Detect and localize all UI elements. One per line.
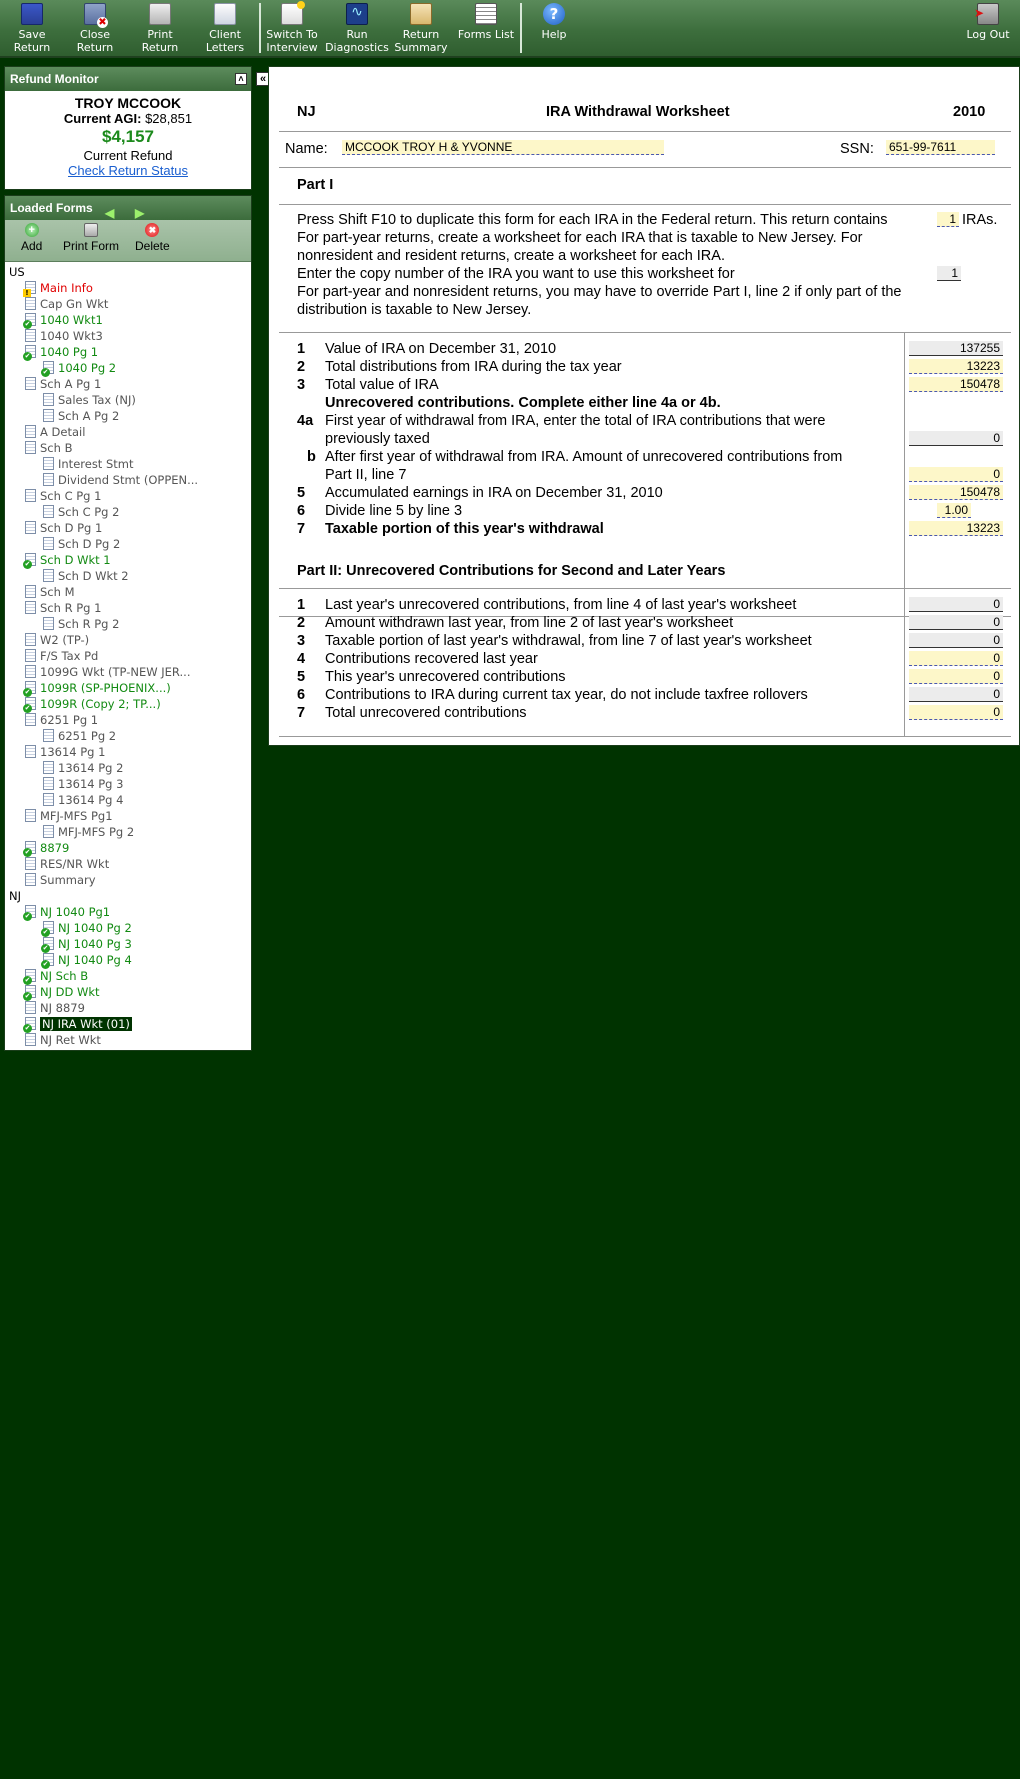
tree-item-label: Sch A Pg 2 bbox=[58, 409, 120, 423]
form-document-icon bbox=[25, 665, 36, 678]
form-document-icon bbox=[25, 713, 36, 726]
form-document-icon bbox=[25, 649, 36, 662]
line-text: Contributions to IRA during current tax year, do not include taxfree rollovers bbox=[325, 687, 808, 703]
form-document-icon bbox=[25, 441, 36, 454]
line-value-field[interactable]: 0 bbox=[909, 687, 1003, 702]
form-complete-icon bbox=[25, 681, 36, 694]
tree-item-label: 1040 Wkt3 bbox=[40, 329, 103, 343]
form-document-icon bbox=[43, 393, 54, 406]
close-return-button[interactable]: ✖ Close Return bbox=[63, 2, 127, 56]
refund-monitor-panel bbox=[4, 66, 252, 190]
tree-item-label: Dividend Stmt (OPPEN... bbox=[58, 473, 199, 487]
tree-item-label: 13614 Pg 1 bbox=[40, 745, 106, 759]
refund-label: Current Refund bbox=[83, 148, 173, 163]
loaded-forms-header: Loaded Forms ◀ ▶ bbox=[5, 196, 251, 220]
form-document-icon bbox=[25, 329, 36, 342]
save-return-button[interactable]: Save Return bbox=[0, 2, 64, 56]
tree-item[interactable] bbox=[9, 488, 251, 504]
tree-item[interactable] bbox=[9, 312, 251, 328]
tree-item[interactable] bbox=[9, 824, 251, 840]
tree-item-label: 13614 Pg 2 bbox=[58, 761, 124, 775]
line-number: 7 bbox=[297, 521, 306, 537]
tree-item[interactable] bbox=[9, 616, 251, 632]
tree-item-label: 1040 Pg 2 bbox=[58, 361, 117, 375]
line-value-field[interactable]: 0 bbox=[909, 633, 1003, 648]
tree-item-label: NJ 8879 bbox=[40, 1001, 85, 1015]
form-document-icon bbox=[25, 857, 36, 870]
tree-item[interactable] bbox=[9, 360, 251, 376]
diagnostics-icon bbox=[346, 3, 368, 25]
tree-item-label: NJ 1040 Pg 3 bbox=[58, 937, 132, 951]
name-field[interactable]: MCCOOK TROY H & YVONNE bbox=[342, 140, 664, 155]
line-text: Part II, line 7 bbox=[325, 467, 407, 483]
refund-amount: $4,157 bbox=[102, 127, 154, 146]
add-icon: + bbox=[25, 223, 39, 237]
forms-list-button[interactable]: Forms List bbox=[454, 2, 518, 56]
intro-text: For part-year returns, create a worksheet for each IRA that is taxable to New Jersey. For bbox=[297, 230, 863, 246]
divider bbox=[279, 588, 1011, 589]
intro-text: Enter the copy number of the IRA you want to use this worksheet for bbox=[297, 266, 735, 282]
printer-icon bbox=[149, 3, 171, 25]
line-number: 2 bbox=[297, 359, 306, 375]
add-form-button[interactable]: + Add bbox=[21, 224, 43, 253]
tree-item[interactable] bbox=[9, 280, 251, 296]
line-text: First year of withdrawal from IRA, enter the total of IRA contributions that were bbox=[325, 413, 826, 429]
ira-count-field[interactable]: 1 bbox=[937, 212, 959, 227]
tree-item[interactable] bbox=[9, 632, 251, 648]
divider bbox=[279, 131, 1011, 132]
line-text: previously taxed bbox=[325, 431, 430, 447]
tree-item[interactable] bbox=[9, 872, 251, 888]
tree-item-label: F/S Tax Pd bbox=[40, 649, 99, 663]
tree-item[interactable] bbox=[9, 1032, 251, 1048]
form-complete-icon bbox=[43, 953, 54, 966]
tree-item-label: Sales Tax (NJ) bbox=[58, 393, 136, 407]
tree-item[interactable] bbox=[9, 744, 251, 760]
form-document-icon bbox=[43, 793, 54, 806]
tree-item[interactable] bbox=[9, 776, 251, 792]
refund-monitor-header: Refund Monitor ˄ bbox=[5, 67, 251, 91]
line-text: Amount withdrawn last year, from line 2 of last year's worksheet bbox=[325, 615, 734, 631]
tree-item[interactable] bbox=[9, 728, 251, 744]
tree-item-label: Sch C Pg 2 bbox=[58, 505, 120, 519]
line-number: 3 bbox=[297, 377, 306, 393]
tree-item[interactable] bbox=[9, 568, 251, 584]
form-document-icon bbox=[25, 297, 36, 310]
intro-text: Press Shift F10 to duplicate this form for each IRA in the Federal return. This return contains bbox=[297, 212, 888, 228]
form-complete-icon bbox=[25, 1017, 36, 1030]
column-divider bbox=[904, 332, 905, 616]
return-summary-button[interactable]: Return Summary bbox=[389, 2, 453, 56]
line-value-field[interactable]: 0 bbox=[909, 705, 1003, 720]
run-diagnostics-button[interactable]: ∿ Run Diagnostics bbox=[325, 2, 389, 56]
tree-item-label: 13614 Pg 4 bbox=[58, 793, 124, 807]
tree-item-label: NJ 1040 Pg 4 bbox=[58, 953, 132, 967]
tree-item[interactable] bbox=[9, 344, 251, 360]
form-document-icon bbox=[43, 617, 54, 630]
tree-item-label: Summary bbox=[40, 873, 96, 887]
form-document-icon bbox=[43, 473, 54, 486]
tree-item-label: 1099R (Copy 2; TP...) bbox=[40, 697, 161, 711]
help-icon: ? bbox=[543, 3, 565, 25]
tree-item-label: 13614 Pg 3 bbox=[58, 777, 124, 791]
tree-item[interactable] bbox=[9, 520, 251, 536]
tree-group[interactable] bbox=[9, 888, 251, 904]
log-out-button[interactable]: ➤ Log Out bbox=[956, 2, 1020, 56]
form-document-icon bbox=[43, 729, 54, 742]
line-text: Total unrecovered contributions bbox=[325, 705, 527, 721]
tree-item[interactable] bbox=[9, 392, 251, 408]
tree-item-label: RES/NR Wkt bbox=[40, 857, 110, 871]
form-document-icon bbox=[25, 745, 36, 758]
name-label: Name: bbox=[285, 141, 328, 157]
tree-item[interactable] bbox=[9, 584, 251, 600]
tree-item-label: Sch D Wkt 1 bbox=[40, 553, 111, 567]
tree-item-label: W2 (TP-) bbox=[40, 633, 90, 647]
form-complete-icon bbox=[25, 313, 36, 326]
tree-item-label: NJ DD Wkt bbox=[40, 985, 100, 999]
print-return-button[interactable]: Print Return bbox=[128, 2, 192, 56]
line-number: b bbox=[307, 449, 316, 465]
client-letters-button[interactable]: Client Letters bbox=[193, 2, 257, 56]
tree-item-label: Interest Stmt bbox=[58, 457, 134, 471]
log-out-icon bbox=[977, 3, 999, 25]
line-value-field[interactable]: 0 bbox=[909, 651, 1003, 666]
tree-item[interactable] bbox=[9, 376, 251, 392]
tree-item[interactable] bbox=[9, 904, 251, 920]
line-number: 4 bbox=[297, 651, 306, 667]
current-agi: Current AGI: $28,851 bbox=[63, 111, 193, 126]
tree-item-label: Main Info bbox=[40, 281, 93, 295]
tree-item-label: 1099G Wkt (TP-NEW JER... bbox=[40, 665, 191, 679]
line-value-field[interactable]: 13223 bbox=[909, 521, 1003, 536]
form-document-icon bbox=[43, 537, 54, 550]
delete-icon: ✖ bbox=[145, 223, 159, 237]
close-return-icon bbox=[84, 3, 106, 25]
line-number: 7 bbox=[297, 705, 306, 721]
tree-item-label: Sch D Wkt 2 bbox=[58, 569, 129, 583]
form-document-icon bbox=[25, 601, 36, 614]
form-document-icon bbox=[25, 1033, 36, 1046]
form-document-icon bbox=[25, 521, 36, 534]
forms-list-icon bbox=[475, 3, 497, 25]
tree-item[interactable] bbox=[9, 648, 251, 664]
line-value-field[interactable]: 150478 bbox=[909, 485, 1003, 500]
line-value-field[interactable]: 137255 bbox=[909, 341, 1003, 356]
tree-item[interactable] bbox=[9, 680, 251, 696]
tree-item[interactable] bbox=[9, 424, 251, 440]
line-text: Taxable portion of this year's withdrawal bbox=[325, 521, 604, 537]
line-number: 1 bbox=[297, 597, 306, 613]
clipboard-icon bbox=[410, 3, 432, 25]
line-number: 5 bbox=[297, 669, 306, 685]
form-year: 2010 bbox=[953, 104, 986, 120]
form-document-icon bbox=[43, 761, 54, 774]
tree-item-label: NJ bbox=[9, 889, 21, 903]
form-document-icon bbox=[25, 377, 36, 390]
tree-item[interactable] bbox=[9, 920, 251, 936]
forward-arrow-icon[interactable]: ▶ bbox=[135, 206, 145, 220]
line-text: Value of IRA on December 31, 2010 bbox=[325, 341, 557, 357]
save-icon bbox=[21, 3, 43, 25]
line-text: Last year's unrecovered contributions, from line 4 of last year's worksheet bbox=[325, 597, 797, 613]
line-number: 2 bbox=[297, 615, 306, 631]
tree-item[interactable] bbox=[9, 552, 251, 568]
tree-item[interactable] bbox=[9, 984, 251, 1000]
tree-item-label: 1040 Pg 1 bbox=[40, 345, 99, 359]
line-number: 6 bbox=[297, 687, 306, 703]
line-text: Taxable portion of last year's withdrawal, from line 7 of last year's worksheet bbox=[325, 633, 812, 649]
line-value-field[interactable]: 1.00 bbox=[937, 503, 971, 518]
divider bbox=[279, 167, 1011, 168]
divider bbox=[279, 332, 1011, 333]
form-complete-icon bbox=[25, 697, 36, 710]
tree-item[interactable] bbox=[9, 936, 251, 952]
line-number: 3 bbox=[297, 633, 306, 649]
intro-text: distribution is taxable to New Jersey. bbox=[297, 302, 532, 318]
form-document-icon bbox=[43, 505, 54, 518]
loaded-forms-panel bbox=[4, 195, 252, 1051]
tree-item-label: Sch M bbox=[40, 585, 75, 599]
envelope-icon bbox=[214, 3, 236, 25]
ssn-field[interactable]: 651-99-7611 bbox=[886, 140, 995, 155]
form-title: IRA Withdrawal Worksheet bbox=[546, 104, 730, 120]
column-divider bbox=[904, 588, 905, 736]
form-complete-icon bbox=[25, 553, 36, 566]
line-text: Accumulated earnings in IRA on December 31, 2010 bbox=[325, 485, 663, 501]
copy-number-field[interactable]: 1 bbox=[937, 266, 961, 281]
line-text: Total value of IRA bbox=[325, 377, 439, 393]
form-document-icon bbox=[25, 1001, 36, 1014]
line-number: 6 bbox=[297, 503, 306, 519]
line-number: 1 bbox=[297, 341, 306, 357]
check-return-status-link[interactable]: Check Return Status bbox=[68, 163, 188, 178]
tree-item-label: NJ Ret Wkt bbox=[40, 1033, 101, 1047]
line-text: Total distributions from IRA during the tax year bbox=[325, 359, 622, 375]
collapse-up-icon[interactable]: ˄ bbox=[235, 73, 247, 85]
line-value-field[interactable]: 0 bbox=[909, 597, 1003, 612]
tree-item[interactable] bbox=[9, 1000, 251, 1016]
loaded-forms-toolbar bbox=[5, 220, 251, 262]
tree-item[interactable] bbox=[9, 792, 251, 808]
tree-item-label: NJ 1040 Pg 2 bbox=[58, 921, 132, 935]
form-document-icon bbox=[43, 777, 54, 790]
form-document-icon bbox=[25, 809, 36, 822]
taxpayer-name: TROY MCCOOK bbox=[74, 95, 182, 111]
tree-item[interactable] bbox=[9, 440, 251, 456]
form-complete-icon bbox=[25, 841, 36, 854]
tree-item-label: Sch R Pg 1 bbox=[40, 601, 102, 615]
tree-item[interactable] bbox=[9, 408, 251, 424]
line-value-field[interactable]: 0 bbox=[909, 669, 1003, 684]
tree-item-label: US bbox=[9, 265, 25, 279]
line-text: Divide line 5 by line 3 bbox=[325, 503, 463, 519]
print-form-button[interactable]: Print Form bbox=[63, 223, 119, 253]
tree-item-label: Sch D Pg 2 bbox=[58, 537, 121, 551]
line-text: After first year of withdrawal from IRA. Amount of unrecovered contributions from bbox=[325, 449, 843, 465]
printer-icon bbox=[84, 223, 98, 237]
tree-item-label: 1040 Wkt1 bbox=[40, 313, 103, 327]
forms-tree bbox=[5, 262, 251, 1048]
tree-item-label: MFJ-MFS Pg1 bbox=[40, 809, 113, 823]
form-document-icon bbox=[25, 585, 36, 598]
tree-item-label: MFJ-MFS Pg 2 bbox=[58, 825, 135, 839]
line-value-field[interactable]: 0 bbox=[909, 615, 1003, 630]
tree-item[interactable] bbox=[9, 856, 251, 872]
refund-monitor-body bbox=[5, 91, 251, 182]
divider bbox=[279, 736, 1011, 737]
tree-item[interactable] bbox=[9, 696, 251, 712]
line-number: 4a bbox=[297, 413, 314, 429]
tree-item[interactable] bbox=[9, 840, 251, 856]
intro-text: For part-year and nonresident returns, you may have to override Part I, line 2 if only part of the bbox=[297, 284, 902, 300]
back-arrow-icon[interactable]: ◀ bbox=[105, 206, 115, 220]
form-document-icon bbox=[43, 457, 54, 470]
line-text: Unrecovered contributions. Complete either line 4a or 4b. bbox=[325, 395, 721, 411]
line-value-field[interactable]: 150478 bbox=[909, 377, 1003, 392]
part2-title: Part II: Unrecovered Contributions for Second and Later Years bbox=[297, 563, 726, 579]
interview-icon bbox=[281, 3, 303, 25]
tree-item[interactable] bbox=[9, 1016, 251, 1032]
tree-item[interactable] bbox=[9, 600, 251, 616]
form-document-icon bbox=[25, 425, 36, 438]
collapse-left-panel-icon[interactable]: « bbox=[256, 72, 270, 86]
form-document-icon bbox=[43, 409, 54, 422]
form-complete-icon bbox=[43, 361, 54, 374]
tree-item-label: 6251 Pg 1 bbox=[40, 713, 99, 727]
form-document-icon bbox=[25, 489, 36, 502]
line-text: Contributions recovered last year bbox=[325, 651, 538, 667]
divider bbox=[279, 204, 1011, 205]
tree-item-label: NJ IRA Wkt (01) bbox=[42, 1017, 130, 1031]
tree-item-label: NJ 1040 Pg1 bbox=[40, 905, 111, 919]
form-warning-icon bbox=[25, 281, 36, 294]
line-number: 5 bbox=[297, 485, 306, 501]
tree-item[interactable] bbox=[9, 664, 251, 680]
form-document-icon bbox=[25, 633, 36, 646]
tree-item-label: 6251 Pg 2 bbox=[58, 729, 117, 743]
tree-item[interactable] bbox=[9, 712, 251, 728]
tree-item[interactable] bbox=[9, 504, 251, 520]
form-complete-icon bbox=[43, 937, 54, 950]
tree-item-label: Cap Gn Wkt bbox=[40, 297, 109, 311]
line-value-field[interactable]: 0 bbox=[909, 431, 1003, 446]
intro-text: nonresident and resident returns, create a worksheet for each IRA. bbox=[297, 248, 725, 264]
tree-item-label: Sch D Pg 1 bbox=[40, 521, 103, 535]
tree-item-label: 1099R (SP-PHOENIX...) bbox=[40, 681, 171, 695]
tree-item-label: NJ Sch B bbox=[40, 969, 89, 983]
form-complete-icon bbox=[43, 921, 54, 934]
tree-item[interactable] bbox=[9, 760, 251, 776]
ssn-label: SSN: bbox=[840, 141, 874, 157]
help-button[interactable]: ? Help bbox=[541, 5, 567, 41]
tree-item[interactable] bbox=[9, 296, 251, 312]
form-document-icon bbox=[25, 873, 36, 886]
tree-item[interactable] bbox=[9, 808, 251, 824]
part1-title: Part I bbox=[297, 177, 334, 193]
ira-withdrawal-worksheet bbox=[268, 66, 1020, 746]
form-complete-icon bbox=[25, 905, 36, 918]
tree-item-label: Sch A Pg 1 bbox=[40, 377, 102, 391]
form-document-icon bbox=[43, 825, 54, 838]
form-complete-icon bbox=[25, 345, 36, 358]
line-value-field[interactable]: 13223 bbox=[909, 359, 1003, 374]
tree-group[interactable] bbox=[9, 264, 251, 280]
delete-form-button[interactable]: ✖ Delete bbox=[135, 225, 170, 253]
tree-item[interactable] bbox=[9, 968, 251, 984]
ira-count-suffix: IRAs. bbox=[962, 212, 998, 228]
tree-item[interactable] bbox=[9, 456, 251, 472]
tree-item[interactable] bbox=[9, 328, 251, 344]
form-complete-icon bbox=[25, 985, 36, 998]
tree-item-label: Sch R Pg 2 bbox=[58, 617, 120, 631]
tree-item-label: Sch C Pg 1 bbox=[40, 489, 102, 503]
form-complete-icon bbox=[25, 969, 36, 982]
line-text: This year's unrecovered contributions bbox=[325, 669, 566, 685]
tree-item-label: A Detail bbox=[40, 425, 86, 439]
tree-item[interactable] bbox=[9, 536, 251, 552]
tree-item-label: 8879 bbox=[40, 841, 70, 855]
form-document-icon bbox=[43, 569, 54, 582]
main-toolbar bbox=[0, 0, 1020, 58]
tree-item[interactable] bbox=[9, 472, 251, 488]
tree-item-label: Sch B bbox=[40, 441, 73, 455]
switch-to-interview-button[interactable]: Switch To Interview bbox=[260, 2, 324, 56]
tree-item[interactable] bbox=[9, 952, 251, 968]
form-state: NJ bbox=[297, 104, 316, 120]
line-value-field[interactable]: 0 bbox=[909, 467, 1003, 482]
